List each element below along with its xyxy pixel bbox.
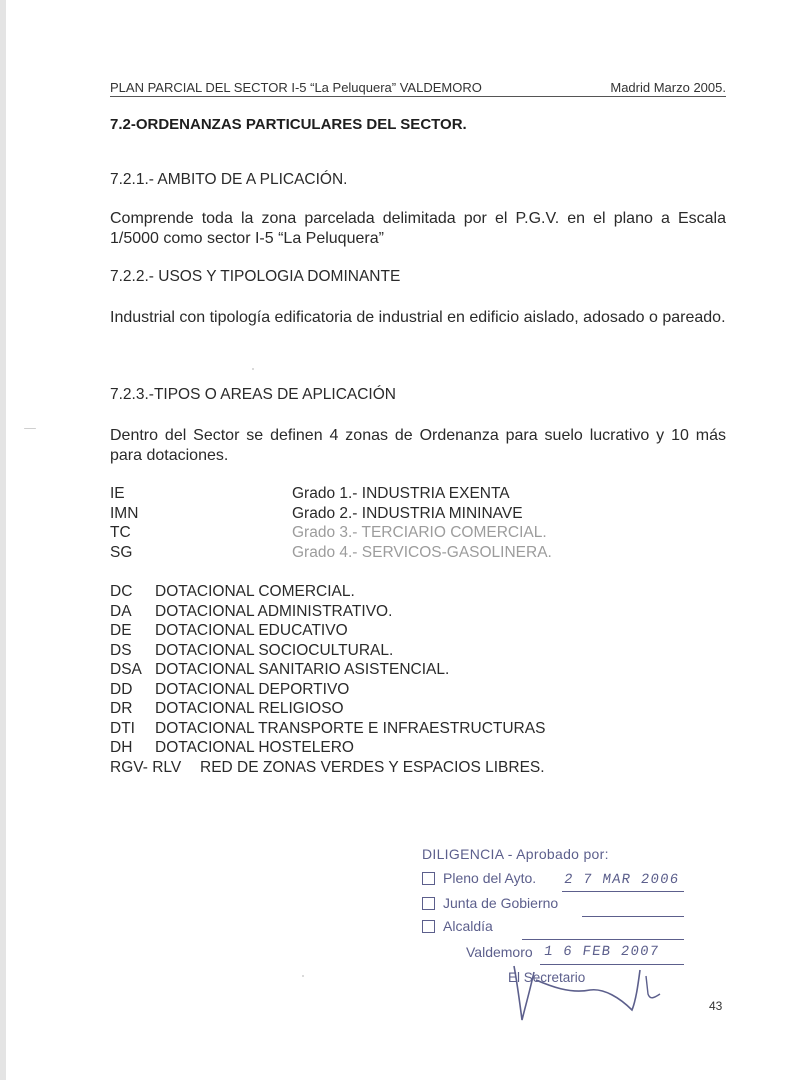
zone-row [110,543,610,563]
zone-description: Grado 1.- INDUSTRIA EXENTA [292,485,510,502]
checkbox-icon [422,920,435,933]
dotacion-row [110,621,670,641]
dotacion-code: DTI [110,719,135,737]
stamp-underline [582,916,684,917]
dotacion-code: DA [110,602,132,620]
zone-description: Grado 3.- TERCIARIO COMERCIAL. [292,524,547,541]
stamp-option-label: Junta de Gobierno [443,895,559,911]
stamp-underline [522,939,684,940]
dotacion-description: DOTACIONAL DEPORTIVO [155,680,350,698]
zone-code: IE [110,485,125,502]
dotacion-row [110,758,670,778]
stamp-option-label: Pleno del Ayto. [443,870,537,886]
dotacion-list [110,582,670,777]
header-left: PLAN PARCIAL DEL SECTOR I-5 “La Peluquera” VALDEMORO [110,80,482,95]
dotacion-row [110,738,670,758]
dotacion-row [110,602,670,622]
dotacion-row [110,699,670,719]
dotacion-code: DSA [110,661,142,678]
checkbox-icon [422,897,435,910]
dotacion-code: DD [110,680,133,698]
dotacion-code: DC [110,583,133,600]
paragraph-usos: Industrial con tipología edificatoria de industrial en edificio aislado, adosado o pareado. [110,309,726,326]
heading-tipos: 7.2.3.-TIPOS O AREAS DE APLICACIÓN [110,386,396,403]
dotacion-description: RED DE ZONAS VERDES Y ESPACIOS LIBRES. [200,758,545,776]
section-title: 7.2-ORDENANZAS PARTICULARES DEL SECTOR. [110,116,467,133]
zone-list [110,484,610,562]
dotacion-description: DOTACIONAL RELIGIOSO [155,700,344,717]
stamp-underline [562,891,684,892]
stamp-option-alcaldia [422,918,493,934]
header-right: Madrid Marzo 2005. [610,80,726,95]
dotacion-code: DE [110,622,132,639]
stamp-date-handwritten: 1 6 FEB 2007 [542,944,661,960]
zone-code: IMN [110,504,139,522]
stamp-date-handwritten: 2 7 MAR 2006 [562,872,681,888]
zone-row [110,523,610,543]
dotacion-description: DOTACIONAL ADMINISTRATIVO. [155,602,393,620]
page-number: 43 [709,999,723,1013]
paragraph-ambito: Comprende toda la zona parcelada delimitada por el P.G.V. en el plano a Escala 1/5000 como sector I-5 “La Peluquera” [110,210,726,247]
heading-usos: 7.2.2.- USOS Y TIPOLOGIA DOMINANTE [110,268,401,285]
zone-code: TC [110,524,131,541]
dotacion-code: RGV- RLV [110,758,182,776]
zone-description: Grado 4.- SERVICOS-GASOLINERA. [292,543,552,561]
dotacion-row [110,641,670,661]
dotacion-code: DS [110,641,132,659]
signature-icon [500,960,680,1030]
dotacion-row [110,582,670,602]
page-header [110,80,726,97]
stamp-option-junta [422,895,558,911]
dotacion-description: DOTACIONAL SANITARIO ASISTENCIAL. [155,661,450,678]
zone-description: Grado 2.- INDUSTRIA MININAVE [292,504,523,522]
dotacion-description: DOTACIONAL TRANSPORTE E INFRAESTRUCTURAS [155,719,546,737]
stamp-option-pleno [422,870,536,886]
dotacion-description: DOTACIONAL SOCIOCULTURAL. [155,641,394,659]
scan-speck [252,368,254,370]
checkbox-icon [422,872,435,885]
dotacion-code: DR [110,700,133,717]
page-edge [0,0,6,1080]
scan-speck [302,975,304,977]
dotacion-row [110,660,670,680]
paragraph-tipos: Dentro del Sector se definen 4 zonas de Ordenanza para suelo lucrativo y 10 más para dotaciones. [110,427,726,464]
zone-row [110,484,610,504]
zone-row [110,504,610,524]
dotacion-description: DOTACIONAL COMERCIAL. [155,583,355,600]
stamp-title: DILIGENCIA - Aprobado por: [422,846,609,862]
dotacion-description: DOTACIONAL EDUCATIVO [155,622,348,639]
scan-speck [24,428,36,429]
dotacion-row [110,680,670,700]
heading-ambito: 7.2.1.- AMBITO DE A PLICACIÓN. [110,171,348,188]
dotacion-code: DH [110,739,133,756]
dotacion-row [110,719,670,739]
stamp-secretary: El Secretario [508,970,586,985]
dotacion-description: DOTACIONAL HOSTELERO [155,739,354,756]
stamp-option-label: Alcaldía [443,918,493,934]
stamp-place: Valdemoro [466,944,533,960]
zone-code: SG [110,543,133,561]
